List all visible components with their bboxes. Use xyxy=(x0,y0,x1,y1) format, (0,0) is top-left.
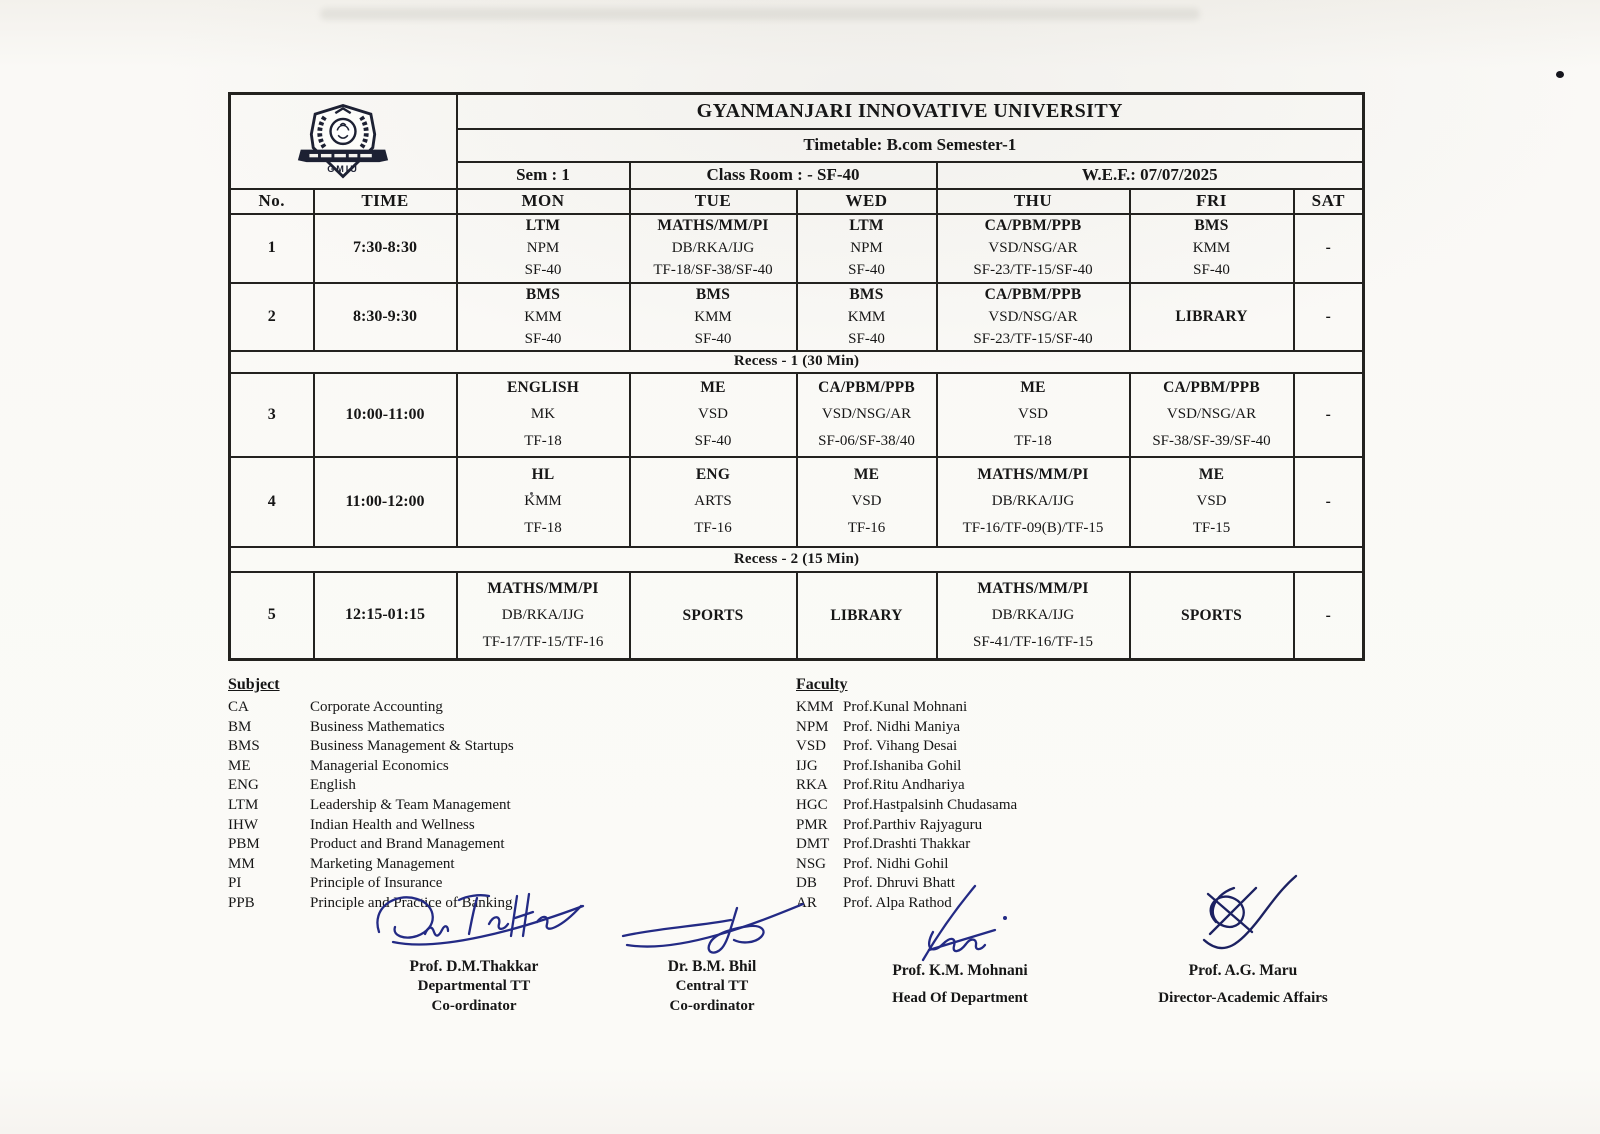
timetable-row xyxy=(230,283,1364,351)
legend-item xyxy=(228,737,788,757)
slot-room: TF-17/TF-15/TF-16 xyxy=(482,633,604,650)
faculty-name: Prof.Ritu Andhariya xyxy=(843,777,965,794)
signature-ink xyxy=(617,898,807,958)
subject-abbr: PBM xyxy=(228,836,260,853)
faculty-name: Prof. Alpa Rathod xyxy=(843,894,952,911)
slot-faculty: KMM xyxy=(847,308,886,325)
slot-room: TF-18/SF-38/SF-40 xyxy=(653,262,773,278)
subject-abbr: ME xyxy=(228,757,251,774)
subject-name: Business Management & Startups xyxy=(310,738,514,755)
legend-item xyxy=(796,718,1316,738)
timetable xyxy=(228,92,1365,661)
subject-name: Business Mathematics xyxy=(310,718,445,735)
recess-1-label: Recess - 1 (30 Min) xyxy=(230,351,1364,373)
subject-name: Principle of Insurance xyxy=(310,875,443,892)
slot-subject: - xyxy=(1325,307,1331,325)
legend-item xyxy=(796,796,1316,816)
subject-name: English xyxy=(310,777,356,794)
slot-cell-mon xyxy=(457,457,630,547)
faculty-name: Prof. Nidhi Maniya xyxy=(843,718,961,735)
slot-subject: MATHS/MM/PI xyxy=(487,579,599,597)
slot-room: SF-38/SF-39/SF-40 xyxy=(1152,433,1271,449)
subject-legend xyxy=(228,676,788,914)
slot-cell-fri xyxy=(1130,457,1294,547)
signatory-role: Co-ordinator xyxy=(431,998,517,1014)
slot-cell-tue xyxy=(630,457,797,547)
slot-subject: ME xyxy=(853,466,880,483)
slot-faculty: VSD/NSG/AR xyxy=(988,240,1078,256)
scan-speck xyxy=(1556,71,1564,78)
subject-name: Corporate Accounting xyxy=(310,699,443,715)
col-header-mon: MON xyxy=(457,189,630,214)
slot-cell-tue xyxy=(630,283,797,351)
slot-subject: BMS xyxy=(525,285,561,303)
slot-faculty: NPM xyxy=(526,240,560,256)
recess-row xyxy=(230,547,1364,572)
legend-item xyxy=(228,776,788,796)
col-header-thu: THU xyxy=(937,189,1130,214)
timetable-row xyxy=(230,457,1364,547)
col-header-sat: SAT xyxy=(1294,189,1364,214)
faculty-abbr: DB xyxy=(796,875,817,892)
slot-cell-mon xyxy=(457,572,630,660)
slot-room: TF-16 xyxy=(847,520,886,536)
slot-room: SF-40 xyxy=(1193,262,1230,278)
slot-room: SF-40 xyxy=(524,330,562,347)
period-number: 3 xyxy=(230,373,314,457)
slot-faculty: NPM xyxy=(850,240,883,256)
slot-cell-wed xyxy=(797,457,937,547)
slot-subject: - xyxy=(1325,493,1331,510)
subject-name: Indian Health and Wellness xyxy=(310,816,475,833)
slot-subject: CA/PBM/PPB xyxy=(1163,379,1260,396)
slot-subject: CA/PBM/PPB xyxy=(984,285,1082,303)
subject-legend-heading: Subject xyxy=(228,676,280,693)
faculty-abbr: IJG xyxy=(796,757,818,774)
university-name: GYANMANJARI INNOVATIVE UNIVERSITY xyxy=(457,94,1364,129)
legend-item xyxy=(228,698,788,718)
subject-abbr: ENG xyxy=(228,777,259,794)
slot-faculty: VSD/NSG/AR xyxy=(1166,406,1257,422)
faculty-abbr: NPM xyxy=(796,718,829,735)
legend-item xyxy=(228,757,788,777)
slot-cell-mon xyxy=(457,214,630,283)
slot-cell-tue xyxy=(630,572,797,660)
slot-cell-sat xyxy=(1294,214,1364,283)
signature-block xyxy=(612,898,812,1016)
slot-subject: SPORTS xyxy=(682,606,744,624)
faculty-name: Prof. Nidhi Gohil xyxy=(843,855,949,872)
subject-abbr: MM xyxy=(228,855,255,872)
slot-cell-tue xyxy=(630,214,797,283)
subject-name: Marketing Management xyxy=(310,855,455,872)
slot-cell-sat xyxy=(1294,283,1364,351)
slot-cell-fri xyxy=(1130,572,1294,660)
col-header-tue: TUE xyxy=(630,189,797,214)
signatory-role: Departmental TT xyxy=(417,978,531,994)
period-number: 4 xyxy=(230,457,314,547)
slot-cell-sat xyxy=(1294,457,1364,547)
signatory-role: Director-Academic Affairs xyxy=(1158,990,1328,1006)
scan-smudge xyxy=(320,8,1200,20)
slot-faculty: MK xyxy=(530,406,556,422)
slot-faculty: VSD xyxy=(1196,493,1227,509)
period-number: 2 xyxy=(230,283,314,351)
slot-faculty: KMM xyxy=(524,493,562,509)
slot-room: SF-40 xyxy=(848,262,885,278)
period-number: 1 xyxy=(230,214,314,283)
timetable-row xyxy=(230,214,1364,283)
subject-abbr: PPB xyxy=(228,894,255,911)
subject-name: Leadership & Team Management xyxy=(310,796,511,813)
col-header-wed: WED xyxy=(797,189,937,214)
legend-item xyxy=(796,698,1316,718)
faculty-abbr: VSD xyxy=(796,738,827,755)
recess-row xyxy=(230,351,1364,373)
slot-subject: - xyxy=(1325,606,1331,624)
slot-cell-thu xyxy=(937,373,1130,457)
faculty-name: Prof.Kunal Mohnani xyxy=(843,699,968,715)
signatory-name: Dr. B.M. Bhil xyxy=(667,958,757,975)
signature-ink xyxy=(895,878,1025,962)
slot-room: SF-41/TF-16/TF-15 xyxy=(972,633,1093,650)
col-header-time: TIME xyxy=(314,189,457,214)
slot-faculty: KMM xyxy=(524,308,562,325)
slot-subject: SPORTS xyxy=(1181,606,1242,624)
slot-faculty: VSD xyxy=(1017,406,1048,422)
subject-abbr: IHW xyxy=(228,816,258,833)
faculty-abbr: HGC xyxy=(796,796,828,813)
faculty-abbr: KMM xyxy=(796,699,834,715)
faculty-name: Prof.Drashti Thakkar xyxy=(843,836,971,853)
slot-room: SF-23/TF-15/SF-40 xyxy=(973,262,1093,278)
timetable-row xyxy=(230,572,1364,660)
slot-subject: CA/PBM/PPB xyxy=(984,217,1082,234)
slot-cell-mon xyxy=(457,373,630,457)
slot-cell-fri xyxy=(1130,373,1294,457)
recess-2-label: Recess - 2 (15 Min) xyxy=(230,547,1364,572)
col-header-fri: FRI xyxy=(1130,189,1294,214)
slot-cell-wed xyxy=(797,572,937,660)
subject-name: Principle and Practice of Banking xyxy=(310,894,513,911)
slot-room: SF-06/SF-38/40 xyxy=(818,433,915,449)
signature-block xyxy=(354,884,594,1016)
legend-item xyxy=(228,816,788,836)
slot-cell-wed xyxy=(797,283,937,351)
slot-subject: ME xyxy=(700,379,726,396)
signatory-name: Prof. K.M. Mohnani xyxy=(892,962,1028,979)
slot-subject: LIBRARY xyxy=(830,606,903,624)
legend-item xyxy=(796,835,1316,855)
slot-room: TF-18 xyxy=(524,520,562,536)
slot-subject: ENGLISH xyxy=(506,379,580,396)
legend-item xyxy=(796,757,1316,777)
legend-item xyxy=(796,816,1316,836)
period-time: 12:15-01:15 xyxy=(314,572,457,660)
legend-item xyxy=(228,855,788,875)
subject-abbr: CA xyxy=(228,699,249,715)
faculty-name: Prof. Vihang Desai xyxy=(843,738,958,755)
slot-faculty: ARTS xyxy=(694,493,732,509)
col-header-no: No. xyxy=(230,189,314,214)
sem-label: Sem : 1 xyxy=(457,162,630,189)
faculty-abbr: AR xyxy=(796,894,817,911)
slot-subject: CA/PBM/PPB xyxy=(818,379,915,396)
subject-abbr: BM xyxy=(228,718,252,735)
period-number: 5 xyxy=(230,572,314,660)
slot-subject: BMS xyxy=(849,285,884,303)
slot-faculty: DB/RKA/IJG xyxy=(991,606,1075,623)
slot-room: TF-16 xyxy=(694,520,732,536)
timetable-title: Timetable: B.com Semester-1 xyxy=(457,129,1364,162)
faculty-name: Prof.Parthiv Rajyaguru xyxy=(843,816,983,833)
legend-item xyxy=(228,718,788,738)
slot-subject: LTM xyxy=(849,217,884,234)
signatory-name: Prof. D.M.Thakkar xyxy=(409,958,539,975)
slot-subject: ME xyxy=(1020,379,1046,396)
slot-subject: BMS xyxy=(1194,217,1229,234)
signature-ink xyxy=(359,884,589,958)
slot-faculty: KMM xyxy=(1192,240,1231,256)
legend-item xyxy=(796,776,1316,796)
slot-subject: ME xyxy=(1198,466,1225,483)
slot-faculty: DB/RKA/IJG xyxy=(501,606,585,623)
slot-faculty: DB/RKA/IJG xyxy=(671,240,755,256)
slot-cell-thu xyxy=(937,283,1130,351)
period-time: 11:00-12:00 xyxy=(314,457,457,547)
university-logo-cell xyxy=(230,94,457,189)
legend-item xyxy=(228,835,788,855)
legend-item xyxy=(796,737,1316,757)
faculty-abbr: NSG xyxy=(796,855,827,872)
slot-cell-sat xyxy=(1294,373,1364,457)
slot-room: SF-40 xyxy=(524,262,562,278)
signature-block xyxy=(870,878,1050,1008)
faculty-name: Prof.Ishaniba Gohil xyxy=(843,757,962,774)
faculty-abbr: DMT xyxy=(796,836,830,853)
logo-text: GMIU xyxy=(327,164,359,175)
slot-faculty: VSD/NSG/AR xyxy=(821,406,912,422)
slot-cell-fri xyxy=(1130,214,1294,283)
slot-room: SF-40 xyxy=(694,330,732,347)
slot-faculty: VSD xyxy=(697,406,728,422)
slot-room: TF-18 xyxy=(1014,433,1052,449)
signatory-name: Prof. A.G. Maru xyxy=(1188,962,1298,979)
slot-room: TF-18 xyxy=(524,433,562,449)
signatory-role: Head Of Department xyxy=(892,990,1028,1006)
signatory-role: Co-ordinator xyxy=(669,998,755,1014)
faculty-name: Prof. Dhruvi Bhatt xyxy=(843,875,956,892)
slot-room: SF-40 xyxy=(694,433,732,449)
slot-subject: MATHS/MM/PI xyxy=(657,217,769,234)
slot-subject: MATHS/MM/PI xyxy=(977,466,1089,483)
faculty-abbr: RKA xyxy=(796,777,828,794)
slot-room: SF-23/TF-15/SF-40 xyxy=(973,330,1093,347)
slot-room: SF-40 xyxy=(848,330,885,347)
slot-subject: MATHS/MM/PI xyxy=(977,579,1089,597)
subject-name: Managerial Economics xyxy=(310,757,449,774)
slot-subject: LIBRARY xyxy=(1175,307,1248,325)
slot-subject: - xyxy=(1325,406,1331,423)
period-time: 10:00-11:00 xyxy=(314,373,457,457)
slot-cell-sat xyxy=(1294,572,1364,660)
signature-block xyxy=(1143,872,1343,1008)
slot-subject: - xyxy=(1325,239,1331,256)
slot-faculty: VSD/NSG/AR xyxy=(988,308,1078,325)
wef-label: W.E.F.: 07/07/2025 xyxy=(937,162,1364,189)
faculty-legend-heading: Faculty xyxy=(796,676,848,693)
slot-cell-wed xyxy=(797,214,937,283)
slot-cell-wed xyxy=(797,373,937,457)
slot-cell-mon xyxy=(457,283,630,351)
slot-cell-fri xyxy=(1130,283,1294,351)
timetable-row xyxy=(230,373,1364,457)
signatory-role: Central TT xyxy=(675,978,749,994)
slot-cell-thu xyxy=(937,457,1130,547)
slot-subject: LTM xyxy=(525,217,561,234)
period-time: 7:30-8:30 xyxy=(314,214,457,283)
classroom-label: Class Room : - SF-40 xyxy=(630,162,937,189)
slot-cell-thu xyxy=(937,214,1130,283)
slot-cell-thu xyxy=(937,572,1130,660)
slot-faculty: DB/RKA/IJG xyxy=(991,493,1075,509)
slot-subject: ENG xyxy=(695,466,731,483)
university-logo xyxy=(295,102,391,180)
faculty-name: Prof.Hastpalsinh Chudasama xyxy=(843,796,1018,813)
slot-room: TF-15 xyxy=(1192,520,1231,536)
slot-cell-tue xyxy=(630,373,797,457)
subject-name: Product and Brand Management xyxy=(310,836,505,853)
faculty-abbr: PMR xyxy=(796,816,828,833)
subject-abbr: BMS xyxy=(228,738,260,755)
legend-item xyxy=(228,796,788,816)
subject-abbr: LTM xyxy=(228,796,259,813)
slot-subject: HL xyxy=(531,466,555,483)
period-time: 8:30-9:30 xyxy=(314,283,457,351)
slot-room: TF-16/TF-09(B)/TF-15 xyxy=(962,520,1104,536)
slot-faculty: KMM xyxy=(694,308,732,325)
slot-subject: BMS xyxy=(695,285,731,303)
day-header-row xyxy=(230,189,1364,214)
slot-faculty: VSD xyxy=(851,493,882,509)
subject-abbr: PI xyxy=(228,875,242,892)
signature-ink xyxy=(1178,872,1308,962)
